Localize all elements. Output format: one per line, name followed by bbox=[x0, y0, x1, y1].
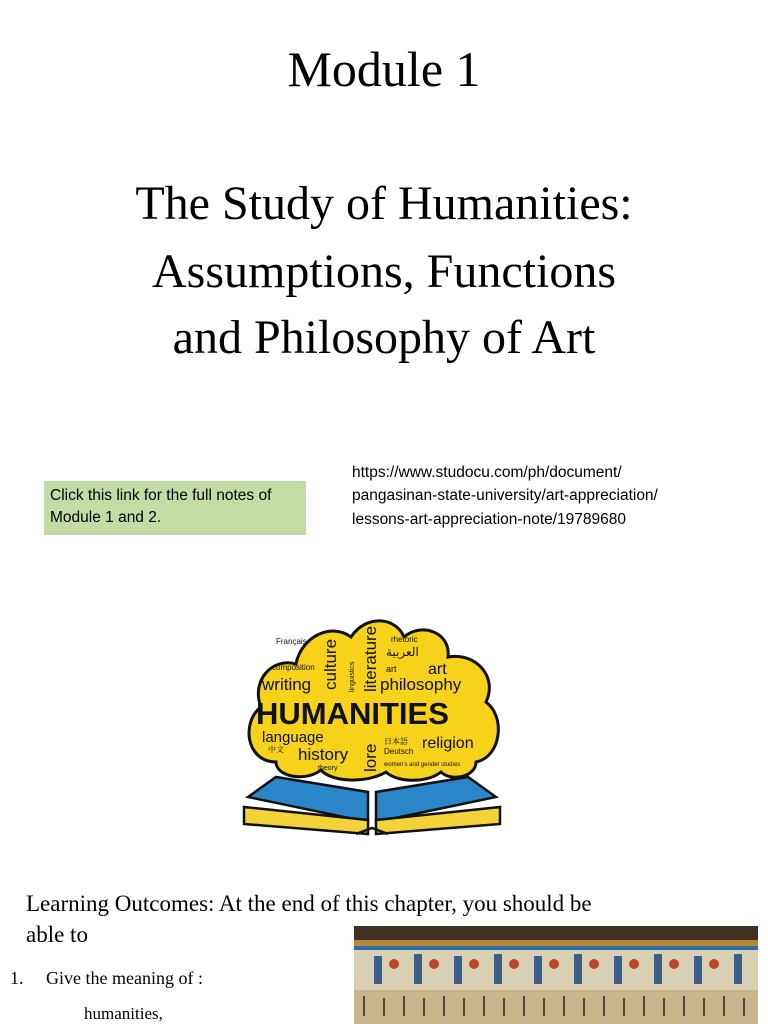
outcomes-line-2: able to bbox=[26, 922, 88, 948]
outcomes-line-1: Learning Outcomes: At the end of this chapter, you should be bbox=[26, 891, 592, 916]
document-url[interactable] bbox=[352, 461, 752, 531]
outcome-item-number: 1. bbox=[10, 968, 24, 988]
cloud-word-language: language bbox=[262, 729, 324, 746]
cloud-word-arabic: العربية bbox=[386, 645, 419, 659]
link-note-box bbox=[44, 481, 306, 535]
url-line-2[interactable]: pangasinan-state-university/art-appreciation/ bbox=[352, 487, 658, 505]
cloud-word-philosophy: philosophy bbox=[380, 675, 462, 694]
cloud-word-theory: theory bbox=[318, 765, 338, 772]
egyptian-painting-image bbox=[354, 926, 758, 1024]
cloud-word-disability: linguistics bbox=[349, 661, 356, 692]
cloud-word-religion: religion bbox=[422, 735, 474, 752]
cloud-word-art: art bbox=[428, 661, 447, 678]
url-line-1[interactable]: https://www.studocu.com/ph/document/ bbox=[352, 464, 622, 481]
link-note-line-2: Module 1 and 2. bbox=[50, 509, 162, 527]
module-title: Module 1 bbox=[287, 41, 481, 97]
cloud-word-humanities: HUMANITIES bbox=[256, 696, 449, 731]
subtitle-line-1: The Study of Humanities: bbox=[135, 177, 633, 230]
cloud-word-chinese: 中文 bbox=[268, 745, 284, 754]
cloud-word-literature: literature bbox=[361, 625, 380, 692]
subtitle-line-3: and Philosophy of Art bbox=[172, 311, 596, 364]
cloud-word-writing: writing bbox=[262, 675, 312, 694]
outcome-item-text: Give the meaning of : bbox=[46, 968, 203, 988]
cloud-word-gender: women's and gender studies bbox=[384, 762, 461, 768]
cloud-word-francais: Français bbox=[276, 637, 307, 646]
link-note-line-1: Click this link for the full notes of bbox=[50, 487, 272, 504]
cloud-word-composition: composition bbox=[272, 663, 315, 672]
cloud-word-japanese: 日本語 bbox=[384, 737, 408, 746]
cloud-word-culture: culture bbox=[321, 638, 340, 690]
subtitle-line-2: Assumptions, Functions bbox=[151, 245, 617, 298]
outcome-item-1 bbox=[10, 968, 203, 989]
cloud-word-lore: lore bbox=[361, 743, 380, 772]
cloud-word-rhetoric: rhetoric bbox=[391, 635, 418, 644]
outcome-subitem-humanities: humanities, bbox=[84, 1004, 163, 1023]
humanities-word-cloud-image bbox=[236, 612, 508, 842]
url-line-3[interactable]: lessons-art-appreciation-note/19789680 bbox=[352, 510, 627, 528]
cloud-word-linguistics: art bbox=[386, 664, 397, 674]
cloud-word-deutsch: Deutsch bbox=[384, 747, 414, 756]
cloud-word-history: history bbox=[298, 745, 349, 764]
